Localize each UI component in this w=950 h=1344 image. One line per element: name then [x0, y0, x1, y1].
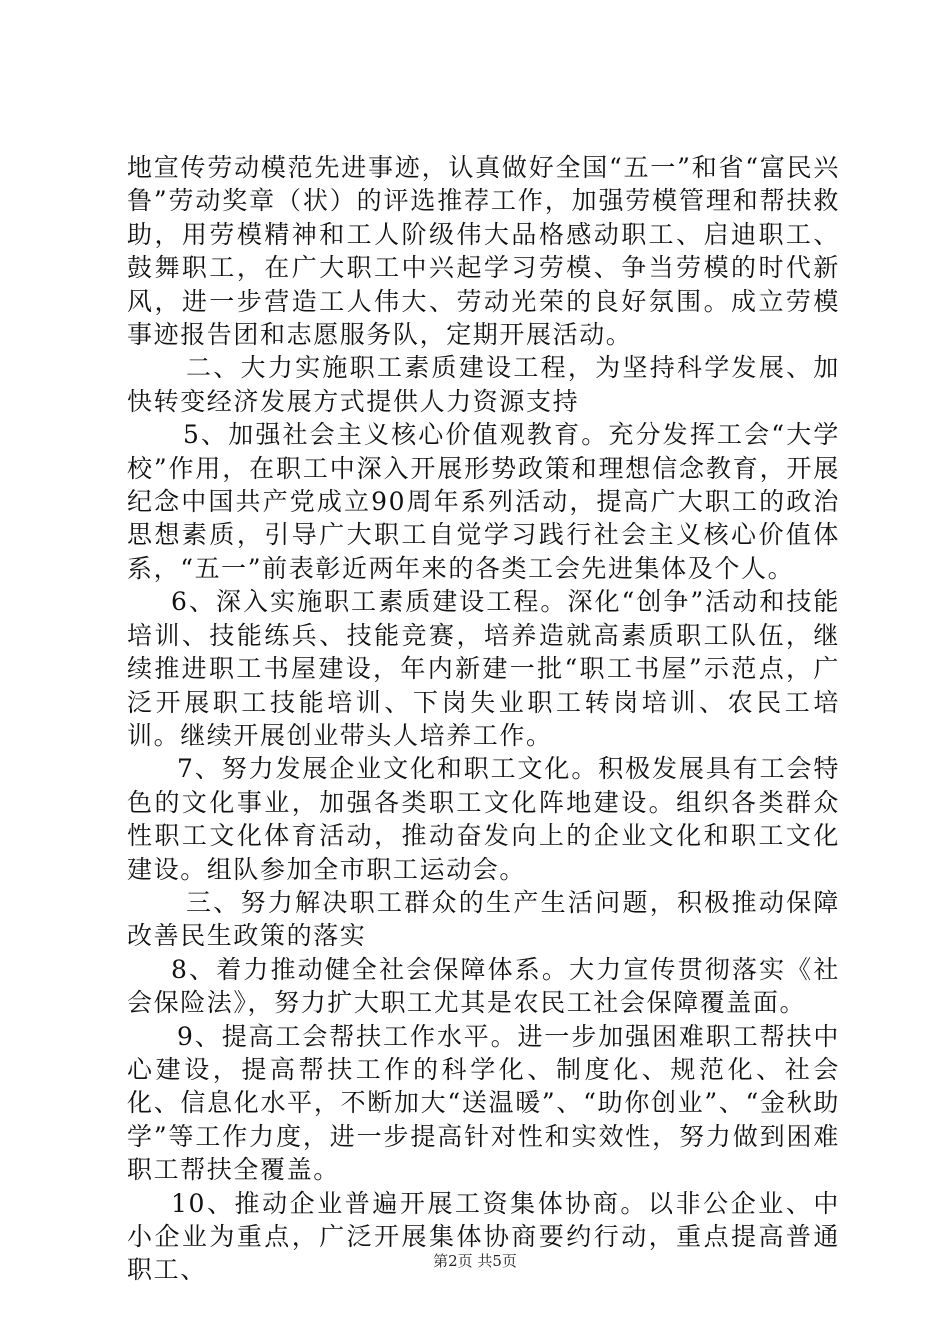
paragraph-item-8: 8、着力推动健全社会保障体系。大力宣传贯彻落实《社会保险法》，努力扩大职工尤其是农民工社会保障覆盖面。	[127, 954, 840, 1018]
page-number-footer: 第2页 共5页	[433, 1252, 517, 1270]
section-heading-2: 二、大力实施职工素质建设工程，为坚持科学发展、加快转变经济发展方式提供人力资源支持	[127, 353, 840, 416]
paragraph-item-5: 5、加强社会主义核心价值观教育。充分发挥工会“大学校”作用，在职工中深入开展形势政策和理想信念教育，开展纪念中国共产党成立90周年系列活动，提高广大职工的政治思想素质，引导广大职工自觉学习践行社会主义核心价值体系，“五一”前表彰近两年来的各类工会先进集体及个人。	[127, 420, 840, 583]
paragraph-item-9: 9、提高工会帮扶工作水平。进一步加强困难职工帮扶中心建设，提高帮扶工作的科学化、制度化、规范化、社会化、信息化水平，不断加大“送温暖”、“助你创业”、“金秋助学”等工作力度，进一步提高针对性和实效性，努力做到困难职工帮扶全覆盖。	[127, 1021, 840, 1185]
document-body	[127, 151, 840, 1287]
paragraph-item-7: 7、努力发展企业文化和职工文化。积极发展具有工会特色的文化事业，加强各类职工文化阵地建设。组织各类群众性职工文化体育活动，推动奋发向上的企业文化和职工文化建设。组队参加全市职工运动会。	[127, 754, 840, 884]
paragraph-1: 地宣传劳动模范先进事迹，认真做好全国“五一”和省“富民兴鲁”劳动奖章（状）的评选推荐工作，加强劳模管理和帮扶救助，用劳模精神和工人阶级伟大品格感动职工、启迪职工、鼓舞职工，在广大职工中兴起学习劳模、争当劳模的时代新风，进一步营造工人伟大、劳动光荣的良好氛围。成立劳模事迹报告团和志愿服务队，定期开展活动。	[127, 153, 840, 350]
paragraph-item-6: 6、深入实施职工素质建设工程。深化“创争”活动和技能培训、技能练兵、技能竞赛，培养造就高素质职工队伍，继续推进职工书屋建设，年内新建一批“职工书屋”示范点，广泛开展职工技能培训、下岗失业职工转岗培训、农民工培训。继续开展创业带头人培养工作。	[127, 587, 840, 750]
section-heading-3: 三、努力解决职工群众的生产生活问题，积极推动保障改善民生政策的落实	[127, 887, 840, 951]
paragraph-item-10: 10、推动企业普遍开展工资集体协商。以非公企业、中小企业为重点，广泛开展集体协商要约行动，重点提高普通职工、	[127, 1188, 840, 1285]
